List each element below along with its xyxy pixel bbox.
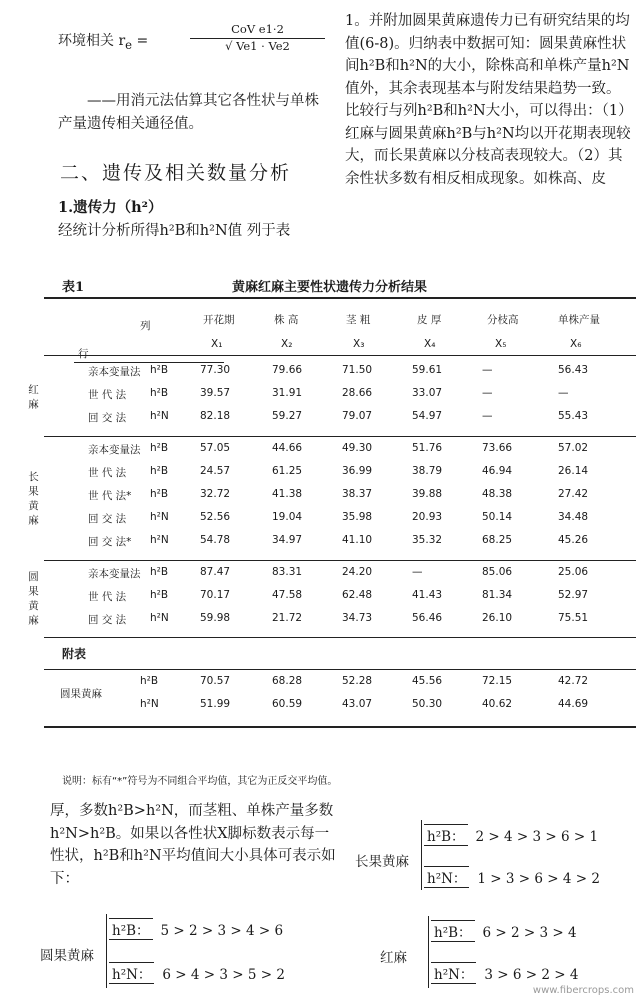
table-caption-title: 黄麻红麻主要性状遗传力分析结果 [232, 280, 428, 295]
table-cell: 71.50 [342, 364, 373, 376]
group-label: 长果黄麻 [27, 470, 39, 529]
col-header-name: 单株产量 [558, 314, 600, 326]
table-cell: 52.28 [342, 675, 373, 688]
row-type: h²B [150, 364, 169, 376]
col-header-sym: X₂ [281, 338, 293, 350]
row-method: 世 代 法 [88, 389, 127, 402]
table-cell: 73.66 [482, 441, 513, 454]
left-paragraph-2: 经统计分析所得h²B和h²N值 列于表 [58, 223, 291, 239]
table-cell: 54.78 [200, 534, 231, 547]
yuanguo-hn-label: h²N： [109, 962, 154, 984]
row-type: h²B [140, 675, 159, 688]
table-cell: 59.27 [272, 410, 303, 423]
table-cell: 36.99 [342, 464, 373, 477]
yuanguo-hb-row [109, 918, 283, 940]
row-method: 回 交 法* [88, 536, 132, 549]
table-cell: 56.46 [412, 612, 443, 624]
table-cell: 57.02 [558, 441, 589, 454]
col-header-sym: X₆ [570, 338, 582, 350]
hongma-hb-row [431, 920, 577, 942]
hongma-hb-label: h²B： [431, 920, 475, 942]
table-cell: 57.05 [200, 441, 231, 454]
table-cell: 33.07 [412, 387, 443, 400]
table-cell: 68.28 [272, 675, 303, 688]
table-cell: 59.98 [200, 612, 231, 624]
group-separator-rule [44, 637, 636, 638]
group-separator-rule [44, 436, 636, 437]
table-cell: 45.26 [558, 534, 589, 547]
changguo-hb-order: 2 > 4 > 3 > 6 > 1 [475, 829, 599, 845]
table-cell: 72.15 [482, 675, 513, 688]
table-cell: 52.56 [200, 511, 231, 524]
table-bottom-rule [44, 726, 636, 728]
formula-denominator: √ Ve1 · Ve2 [225, 39, 290, 53]
subsection-title: 1.遗传力（h²） [58, 199, 163, 216]
row-type: h²B [150, 441, 169, 454]
table-cell: 24.57 [200, 464, 231, 477]
table-cell: 28.66 [342, 387, 373, 400]
table-cell: — [482, 387, 493, 400]
hongma-hb-order: 6 > 2 > 3 > 4 [482, 925, 577, 941]
row-type: h²N [150, 410, 169, 423]
table-cell: 31.91 [272, 387, 303, 400]
changguo-hb-label: h²B： [424, 824, 468, 846]
table-cell: 25.06 [558, 565, 589, 578]
table-cell: 81.34 [482, 588, 513, 601]
table-cell: 34.48 [558, 511, 589, 524]
appendix-top-rule [44, 669, 636, 670]
table-cell: 48.38 [482, 488, 513, 500]
hongma-hn-row [431, 962, 578, 984]
col-header-sym: X₁ [211, 338, 223, 350]
row-method: 回 交 法 [88, 412, 127, 425]
table-cell: 54.97 [412, 410, 443, 423]
col-header-name: 皮 厚 [417, 314, 442, 326]
col-header-sym: X₄ [424, 338, 436, 350]
environment-correlation-formula [58, 22, 290, 53]
hongma-hn-label: h²N： [431, 962, 476, 984]
table-cell: 19.04 [272, 511, 303, 524]
table-cell: 61.25 [272, 464, 303, 477]
changguo-hn-label: h²N： [424, 866, 469, 888]
table-cell: 45.56 [412, 675, 443, 688]
table-cell: 42.72 [558, 675, 589, 688]
table-cell: 82.18 [200, 410, 231, 423]
col-header-name: 分枝高 [487, 314, 519, 326]
row-type: h²B [150, 464, 169, 477]
row-method: 世 代 法 [88, 590, 127, 603]
table-cell: — [482, 364, 493, 376]
table-cell: 21.72 [272, 612, 303, 624]
table-cell: 43.07 [342, 698, 373, 711]
col-header-name: 开花期 [203, 314, 235, 326]
table-cell: 62.48 [342, 588, 373, 601]
hongma-brace [428, 916, 429, 988]
yuanguo-hn-row [109, 962, 285, 984]
table-cell: — [558, 387, 569, 400]
bottom-left-text: 厚，多数h²B>h²N，而茎粗、单株产量多数h²N>h²B。如果以各性状X脚标数表示每一性状，h²B和h²N平均值间大小具体可表示如下： [50, 803, 336, 887]
row-type: h²N [140, 698, 159, 711]
table-cell: 38.37 [342, 488, 373, 500]
table-cell: — [412, 565, 423, 578]
col-header-sym: X₃ [353, 338, 365, 350]
header-col-label: 列 [140, 320, 151, 332]
row-method: 世 代 法* [88, 490, 132, 502]
table-cell: 44.66 [272, 441, 303, 454]
right-paragraph: 1。并附加圆果黄麻遗传力已有研究结果的均值(6-8)。归纳表中数据可知：圆果黄麻性状间h²B和h²N的大小，除株高和单株产量h²N值外，其余表现基本与附发结果趋势一致。比较行与列h²B和h²N大小，可以得出：（1）红麻与圆果黄麻h²B与h²N均以开花期表现较大，而长果黄麻以分枝高表现较大。（2）其余性状多数有相反相成现象。如株高、皮 [345, 13, 633, 187]
appendix-group-label: 圆果黄麻 [60, 688, 102, 701]
table-cell: 38.79 [412, 464, 443, 477]
table-cell: 39.88 [412, 488, 443, 500]
table-cell: 34.97 [272, 534, 303, 547]
table-cell: 41.10 [342, 534, 373, 547]
changguo-hn-row [424, 866, 600, 888]
header-bottom-rule [44, 355, 636, 356]
table-cell: 50.30 [412, 698, 443, 711]
left-paragraph-1: ——用消元法估算其它各性状与单株产量遗传相关通径值。 [58, 93, 319, 132]
table-cell: 35.98 [342, 511, 373, 524]
row-method: 亲本变量法 [88, 366, 141, 378]
formula-sub: e [125, 37, 133, 52]
table-cell: 40.62 [482, 698, 513, 711]
formula-fraction [190, 22, 325, 53]
row-type: h²B [150, 387, 169, 400]
table-cell: 44.69 [558, 698, 589, 711]
watermark-text: www.fibercrops.com [532, 985, 634, 996]
yuanguo-hn-order: 6 > 4 > 3 > 5 > 2 [162, 967, 285, 983]
changguo-brace [421, 820, 422, 890]
changguo-hn-order: 1 > 3 > 6 > 4 > 2 [477, 871, 600, 887]
group-label: 圆果黄麻 [27, 571, 39, 630]
header-diagonal-rule [74, 362, 224, 363]
table-cell: 79.66 [272, 364, 303, 376]
table-cell: 26.14 [558, 464, 589, 477]
formula-lhs: 环境相关 r [58, 33, 126, 49]
row-method: 回 交 法 [88, 614, 127, 626]
row-method: 回 交 法 [88, 513, 127, 526]
row-type: h²B [150, 565, 169, 578]
row-method: 亲本变量法 [88, 443, 141, 456]
header-row-label: 行 [78, 348, 89, 360]
col-header-name: 茎 粗 [346, 314, 371, 326]
row-type: h²N [150, 612, 169, 624]
table-note: 说明：标有“*”符号为不同组合平均值，其它为正反交平均值。 [62, 776, 338, 787]
group-label: 红麻 [27, 384, 39, 414]
section-title: 二、遗传及相关数量分析 [60, 162, 292, 184]
formula-eq: = [132, 33, 149, 49]
col-header-name: 株 高 [274, 314, 299, 326]
appendix-label: 附表 [62, 647, 87, 662]
yuanguo-hb-order: 5 > 2 > 3 > 4 > 6 [160, 923, 284, 939]
table-cell: 20.93 [412, 511, 443, 524]
table-cell: 26.10 [482, 612, 513, 624]
table-cell: 24.20 [342, 565, 373, 578]
row-type: h²N [150, 534, 169, 547]
table-cell: — [482, 410, 493, 423]
row-type: h²B [150, 488, 169, 500]
table-cell: 85.06 [482, 565, 513, 578]
table-cell: 55.43 [558, 410, 589, 423]
hongma-hn-order: 3 > 6 > 2 > 4 [484, 967, 579, 983]
table-cell: 46.94 [482, 464, 513, 477]
table-cell: 79.07 [342, 410, 373, 423]
table-cell: 77.30 [200, 364, 231, 376]
table-cell: 32.72 [200, 488, 231, 500]
table-cell: 27.42 [558, 488, 589, 500]
table-cell: 68.25 [482, 534, 513, 547]
table-cell: 87.47 [200, 565, 231, 578]
group-separator-rule [44, 560, 636, 561]
yuanguo-label: 圆果黄麻 [40, 948, 94, 964]
row-method: 世 代 法 [88, 466, 127, 479]
yuanguo-hb-label: h²B： [109, 918, 153, 940]
table-cell: 39.57 [200, 387, 231, 400]
table-cell: 51.76 [412, 441, 443, 454]
row-type: h²B [150, 588, 169, 601]
table-top-rule [44, 297, 636, 299]
table-cell: 56.43 [558, 364, 589, 376]
table-cell: 35.32 [412, 534, 443, 547]
formula-numerator: CoV e1·2 [190, 22, 325, 39]
hongma-label: 红麻 [380, 950, 407, 966]
changguo-label: 长果黄麻 [355, 854, 409, 870]
row-method: 亲本变量法 [88, 567, 141, 580]
table-caption-label: 表1 [62, 280, 85, 295]
table-cell: 34.73 [342, 612, 373, 624]
col-header-sym: X₅ [495, 338, 507, 350]
table-cell: 83.31 [272, 565, 303, 578]
table-cell: 49.30 [342, 441, 373, 454]
table-cell: 47.58 [272, 588, 303, 601]
row-type: h²N [150, 511, 169, 524]
table-cell: 50.14 [482, 511, 513, 524]
changguo-hb-row [424, 824, 598, 846]
table-cell: 41.38 [272, 488, 303, 500]
table-cell: 70.57 [200, 675, 231, 688]
table-cell: 70.17 [200, 588, 231, 601]
table-cell: 41.43 [412, 588, 443, 601]
table-cell: 60.59 [272, 698, 303, 711]
table-cell: 75.51 [558, 612, 589, 624]
table-cell: 59.61 [412, 364, 443, 376]
table-cell: 51.99 [200, 698, 231, 711]
table-cell: 52.97 [558, 588, 589, 601]
yuanguo-brace [106, 914, 107, 988]
